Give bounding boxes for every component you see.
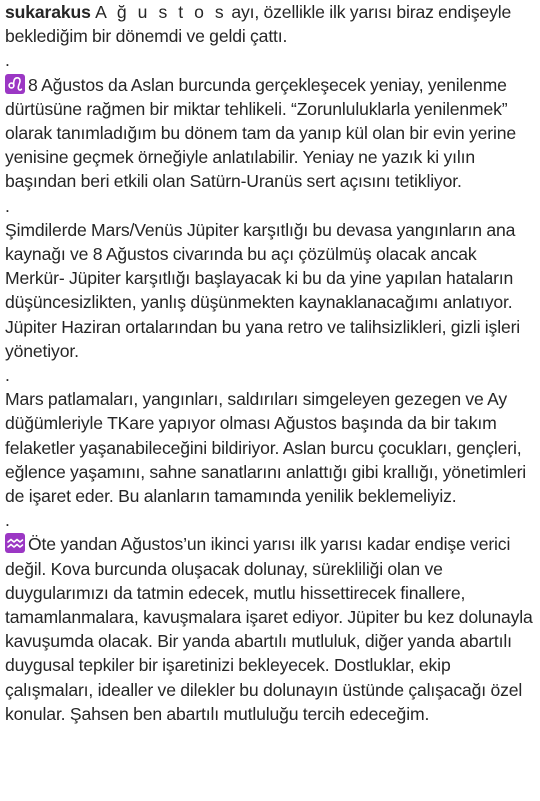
- separator-dot: .: [5, 195, 10, 216]
- intro-month-spaced: A ğ u s t o s: [95, 2, 227, 22]
- username-link[interactable]: sukarakus: [5, 2, 91, 22]
- separator-dot: .: [5, 50, 10, 71]
- paragraph-aquarius: [5, 532, 537, 726]
- paragraph-mars-venus: Şimdilerde Mars/Venüs Jüpiter karşıtlığı bu devasa yangınların ana kaynağı ve 8 Ağustos civarında bu açı çözülmüş olacak ancak Merkür- Jüpiter karşıtlığı başlayacak ki bu da yine yapılan hataların düşüncesizlikten, yanlış düşünmekten kaynaklanacağımı anlatıyor. Jüpiter Haziran ortalarından bu yana retro ve talihsizlikleri, gizli işleri yönetiyor.: [5, 219, 521, 361]
- leo-zodiac-icon: [5, 74, 25, 94]
- post-caption: [5, 0, 537, 726]
- paragraph-mars: Mars patlamaları, yangınları, saldırıları simgeleyen gezegen ve Ay düğümleriyle TKare yapıyor olması Ağustos başında da bir takım felaketler yaşanabileceğini bildiriyor. Aslan burcu çocukları, gençleri, eğlence yaşamını, sahne sanatlarını anlattığı gibi krallığı, yönetimleri de işaret eder. Bu alanların tamamında yenilik beklemeliyiz.: [5, 389, 527, 507]
- paragraph-leo: [5, 73, 537, 194]
- paragraph-aquarius-text: Öte yandan Ağustos’un ikinci yarısı ilk yarısı kadar endişe verici değil. Kova burcunda oluşacak dolunay, sürekliliği olan ve duygularımızı da tatmin edecek, mutlu hissettirecek finallere, tamamlanmalara, kavuşmalara işaret ediyor. Jüpiter bu kez dolunayla kavuşumda olacak. Bir yanda abartılı mutluluk, diğer yanda abartılı duygusal tepkiler bir işaretinizi bekleyecek. Dostluklar, ekip çalışmaları, idealler ve dilekler bu dolunayın üstünde çalışacağı özel konular. Şahsen ben abartılı mutluluğu tercih edeceğim.: [5, 534, 533, 724]
- caption-intro: [5, 0, 537, 48]
- intro-text: ayı, özellikle ilk yarısı biraz endişeyle beklediğim bir dönemdi ve geldi çattı.: [5, 2, 512, 47]
- separator-dot: .: [5, 365, 10, 386]
- separator-dot: .: [5, 510, 10, 531]
- aquarius-zodiac-icon: [5, 533, 25, 553]
- paragraph-leo-text: 8 Ağustos da Aslan burcunda gerçekleşecek yeniay, yenilenme dürtüsüne rağmen bir miktar tehlikeli. “Zorunluluklarla yenilenmek” olarak tanımladığım bu dönem tam da yanıp kül olan bir evin yerine yenisine geçmek örneğiyle anlatılabilir. Yeniay ne yazık ki yılın başından beri etkili olan Satürn-Uranüs sert açısını tetikliyor.: [5, 74, 516, 192]
